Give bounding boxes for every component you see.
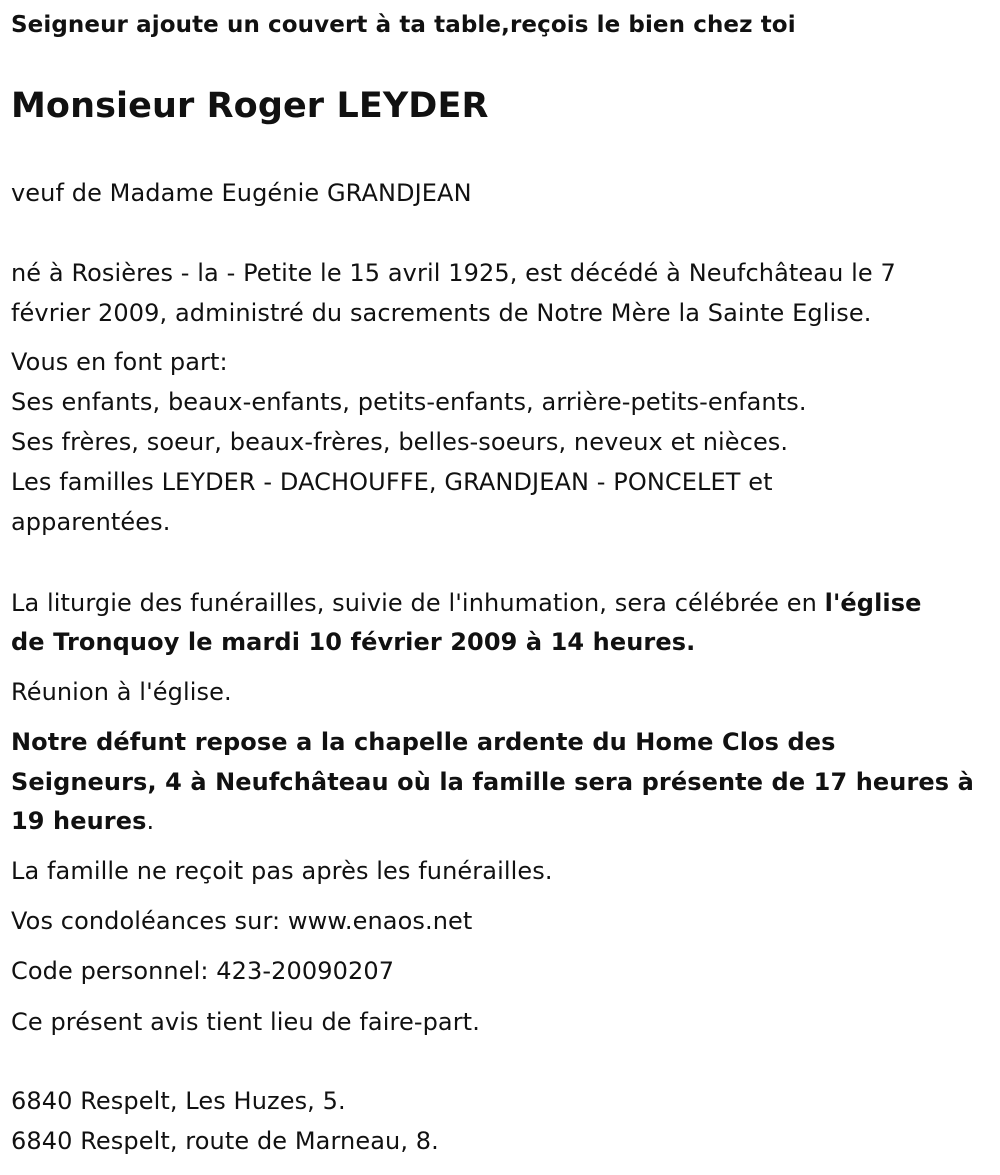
announce-intro: Vous en font part: <box>11 348 228 376</box>
spouse-line: veuf de Madame Eugénie GRANDJEAN <box>11 179 472 207</box>
chapel-line-1: Notre défunt repose a la chapelle ardente du Home Clos des <box>11 728 836 756</box>
address-line-2: 6840 Respelt, route de Marneau, 8. <box>11 1127 439 1155</box>
liturgy-line-2: de Tronquoy le mardi 10 février 2009 à 14 heures. <box>11 628 696 656</box>
birth-death-line-1: né à Rosières - la - Petite le 15 avril 1925, est décédé à Neufchâteau le 7 <box>11 259 896 287</box>
chapel-end: . <box>146 807 155 835</box>
liturgy-church: l'église <box>824 589 922 617</box>
announce-related: apparentées. <box>11 508 171 536</box>
liturgy-line-1 <box>11 588 922 618</box>
verse-heading: Seigneur ajoute un couvert à ta table,reçois le bien chez toi <box>11 12 796 38</box>
notice-line: Ce présent avis tient lieu de faire-part. <box>11 1008 480 1036</box>
deceased-name: Monsieur Roger LEYDER <box>11 86 489 126</box>
chapel-hours: 19 heures <box>11 807 147 835</box>
announce-families: Les familles LEYDER - DACHOUFFE, GRANDJEAN - PONCELET et <box>11 468 773 496</box>
meeting-line: Réunion à l'église. <box>11 678 232 706</box>
birth-death-line-2: février 2009, administré du sacrements de Notre Mère la Sainte Eglise. <box>11 299 872 327</box>
code-line: Code personnel: 423-20090207 <box>11 957 395 985</box>
announce-children: Ses enfants, beaux-enfants, petits-enfants, arrière-petits-enfants. <box>11 388 807 416</box>
chapel-line-2: Seigneurs, 4 à Neufchâteau où la famille sera présente de 17 heures à <box>11 768 974 796</box>
announce-siblings: Ses frères, soeur, beaux-frères, belles-soeurs, neveux et nièces. <box>11 428 789 456</box>
chapel-line-3 <box>11 806 154 836</box>
no-reception-line: La famille ne reçoit pas après les funérailles. <box>11 857 553 885</box>
condolences-line: Vos condoléances sur: www.enaos.net <box>11 907 473 935</box>
address-line-1: 6840 Respelt, Les Huzes, 5. <box>11 1087 346 1115</box>
liturgy-text: La liturgie des funérailles, suivie de l'inhumation, sera célébrée en <box>11 589 825 617</box>
